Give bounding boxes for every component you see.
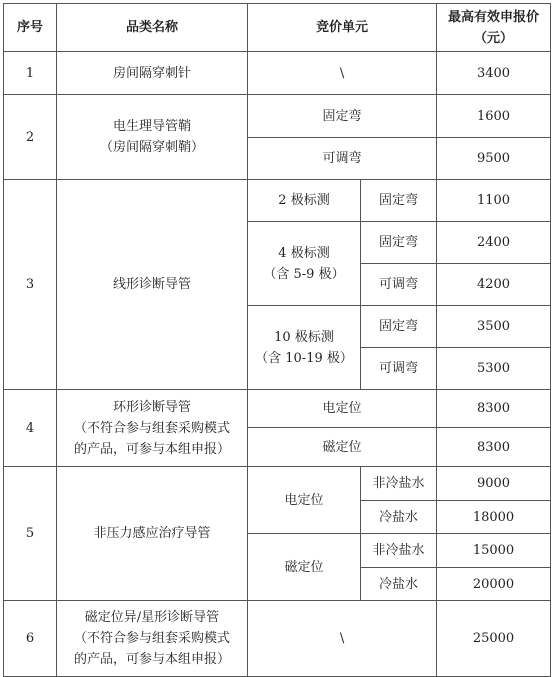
row-unit: \	[248, 601, 437, 677]
row-name: 磁定位异/星形诊断导管 （不符合参与组套采购模式 的产品，可参与本组申报）	[57, 601, 248, 677]
row-subunit: 固定弯	[361, 180, 437, 222]
table-row	[4, 180, 551, 222]
row-index: 2	[4, 95, 57, 180]
row-price: 8300	[437, 428, 551, 467]
header-name: 品类名称	[57, 4, 248, 52]
row-subunit: 固定弯	[361, 306, 437, 348]
row-subunit: 可调弯	[361, 348, 437, 390]
row-price: 1100	[437, 180, 551, 222]
row-unit: 固定弯	[248, 95, 437, 138]
row-price: 9000	[437, 467, 551, 501]
row-index: 3	[4, 180, 57, 390]
row-subunit: 冷盐水	[361, 568, 437, 601]
row-price: 8300	[437, 390, 551, 428]
table-row	[4, 467, 551, 501]
table-row	[4, 95, 551, 138]
row-unit: \	[248, 52, 437, 95]
row-price: 1600	[437, 95, 551, 138]
row-price: 20000	[437, 568, 551, 601]
header-unit: 竞价单元	[248, 4, 437, 52]
row-group: 10 极标测 （含 10-19 极）	[248, 306, 361, 390]
row-price: 2400	[437, 222, 551, 264]
row-name: 环形诊断导管 （不符合参与组套采购模式 的产品，可参与本组申报）	[57, 390, 248, 467]
header-index: 序号	[4, 4, 57, 52]
row-subunit: 冷盐水	[361, 501, 437, 534]
row-price: 3400	[437, 52, 551, 95]
row-index: 1	[4, 52, 57, 95]
row-price: 5300	[437, 348, 551, 390]
header-row	[4, 4, 551, 52]
row-index: 5	[4, 467, 57, 601]
row-price: 4200	[437, 264, 551, 306]
row-subunit: 非冷盐水	[361, 467, 437, 501]
row-name: 电生理导管鞘 （房间隔穿刺鞘）	[57, 95, 248, 180]
row-group: 电定位	[248, 467, 361, 534]
row-price: 3500	[437, 306, 551, 348]
row-group: 4 极标测 （含 5-9 极）	[248, 222, 361, 306]
row-name: 线形诊断导管	[57, 180, 248, 390]
price-table-container	[3, 3, 551, 677]
row-unit: 电定位	[248, 390, 437, 428]
row-name: 非压力感应治疗导管	[57, 467, 248, 601]
table-row	[4, 390, 551, 428]
row-index: 6	[4, 601, 57, 677]
row-group: 磁定位	[248, 534, 361, 601]
row-subunit: 非冷盐水	[361, 534, 437, 568]
row-price: 15000	[437, 534, 551, 568]
table-row	[4, 601, 551, 677]
table-row	[4, 52, 551, 95]
row-unit: 可调弯	[248, 138, 437, 180]
row-group: 2 极标测	[248, 180, 361, 222]
header-price: 最高有效申报价 （元）	[437, 4, 551, 52]
row-name: 房间隔穿刺针	[57, 52, 248, 95]
row-subunit: 可调弯	[361, 264, 437, 306]
row-unit: 磁定位	[248, 428, 437, 467]
row-index: 4	[4, 390, 57, 467]
row-price: 18000	[437, 501, 551, 534]
row-subunit: 固定弯	[361, 222, 437, 264]
row-price: 25000	[437, 601, 551, 677]
price-table	[3, 3, 551, 677]
row-price: 9500	[437, 138, 551, 180]
